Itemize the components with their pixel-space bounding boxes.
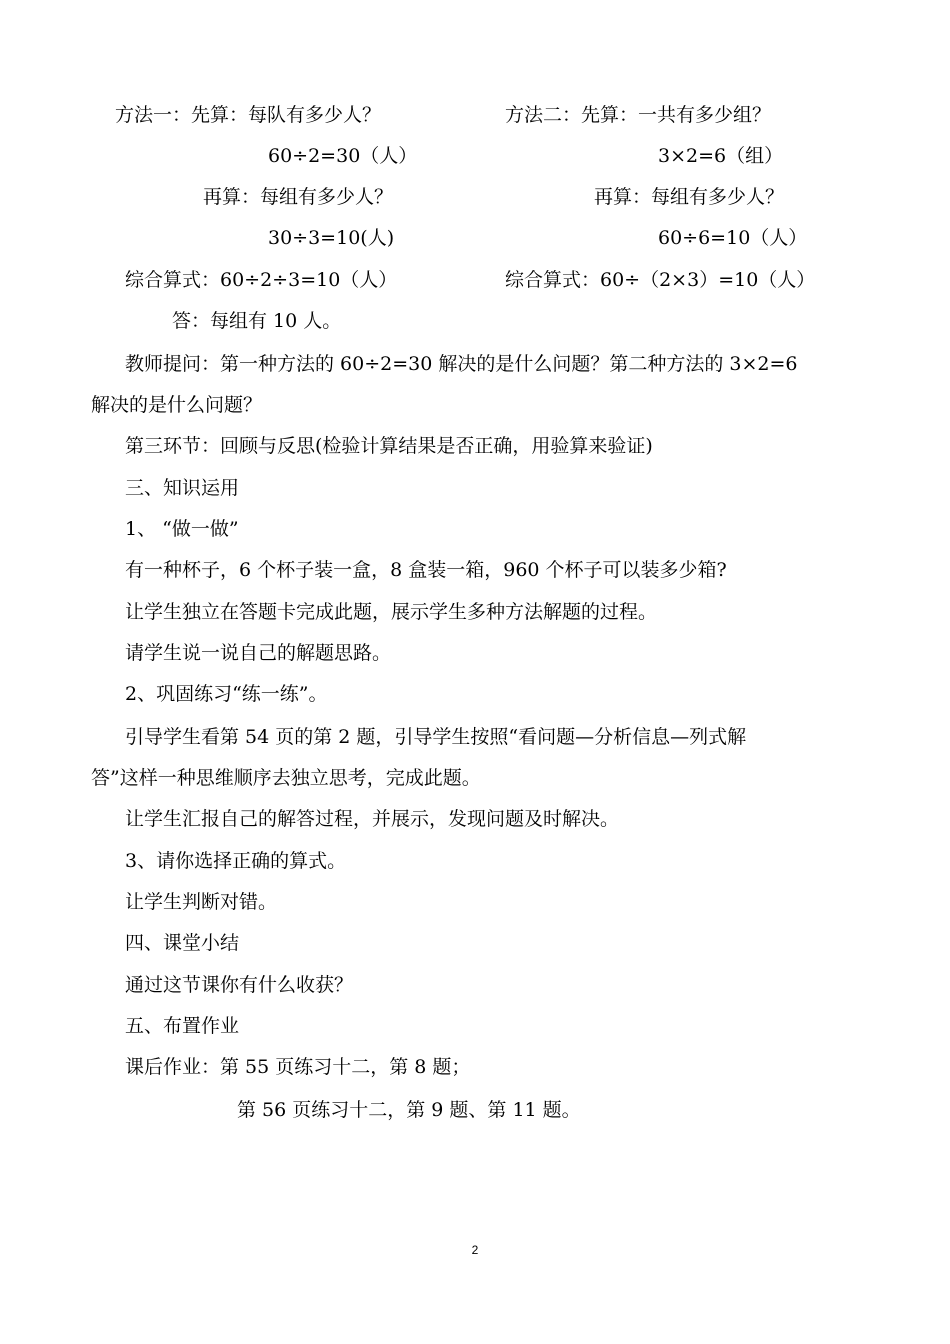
item3-title: 3、请你选择正确的算式。 (125, 850, 347, 872)
item2-title: 2、巩固练习“练一练”。 (125, 683, 328, 705)
item2-line2: 答”这样一种思维顺序去独立思考，完成此题。 (91, 767, 481, 789)
method1-step2-calc: 30÷3=10(人) (268, 227, 395, 249)
page-number: 2 (471, 1243, 479, 1257)
method1-step1-calc: 60÷2=30（人） (268, 145, 418, 167)
method1-step1: 方法一：先算：每队有多少人？ (115, 104, 382, 126)
item1-instruction2: 请学生说一说自己的解题思路。 (125, 642, 392, 664)
teacher-question-line2: 解决的是什么问题？ (91, 394, 263, 416)
method2-step1-calc: 3×2=6（组） (658, 145, 784, 167)
section4-title: 四、课堂小结 (125, 932, 240, 954)
method1-step2: 再算：每组有多少人？ (203, 186, 394, 208)
method2-combined: 综合算式：60÷（2×3）=10（人） (505, 269, 816, 291)
method1-combined: 综合算式：60÷2÷3=10（人） (125, 269, 398, 291)
item1-instruction1: 让学生独立在答题卡完成此题，展示学生多种方法解题的过程。 (125, 601, 658, 623)
teacher-question-line1: 教师提问：第一种方法的 60÷2=30 解决的是什么问题？第二种方法的 3×2=6 (125, 353, 798, 375)
method2-step2: 再算：每组有多少人？ (594, 186, 785, 208)
item1-problem: 有一种杯子，6 个杯子装一盒，8 盒装一箱，960 个杯子可以装多少箱? (125, 559, 727, 581)
homework-line2: 第 56 页练习十二，第 9 题、第 11 题。 (237, 1099, 581, 1121)
item2-line3: 让学生汇报自己的解答过程，并展示，发现问题及时解决。 (125, 808, 620, 830)
section5-title: 五、布置作业 (125, 1015, 240, 1037)
section4-line1: 通过这节课你有什么收获？ (125, 974, 354, 996)
homework-line1: 课后作业：第 55 页练习十二，第 8 题； (125, 1056, 471, 1078)
method2-step1: 方法二：先算：一共有多少组？ (505, 104, 772, 126)
section3-title: 三、知识运用 (125, 477, 240, 499)
method2-step2-calc: 60÷6=10（人） (658, 227, 808, 249)
third-stage-heading: 第三环节：回顾与反思(检验计算结果是否正确，用验算来验证) (125, 435, 653, 457)
item1-title: 1、 “做一做” (125, 518, 239, 540)
answer-line: 答：每组有 10 人。 (172, 310, 342, 332)
item3-line1: 让学生判断对错。 (125, 891, 278, 913)
item2-line1: 引导学生看第 54 页的第 2 题，引导学生按照“看问题—分析信息—列式解 (125, 726, 747, 748)
